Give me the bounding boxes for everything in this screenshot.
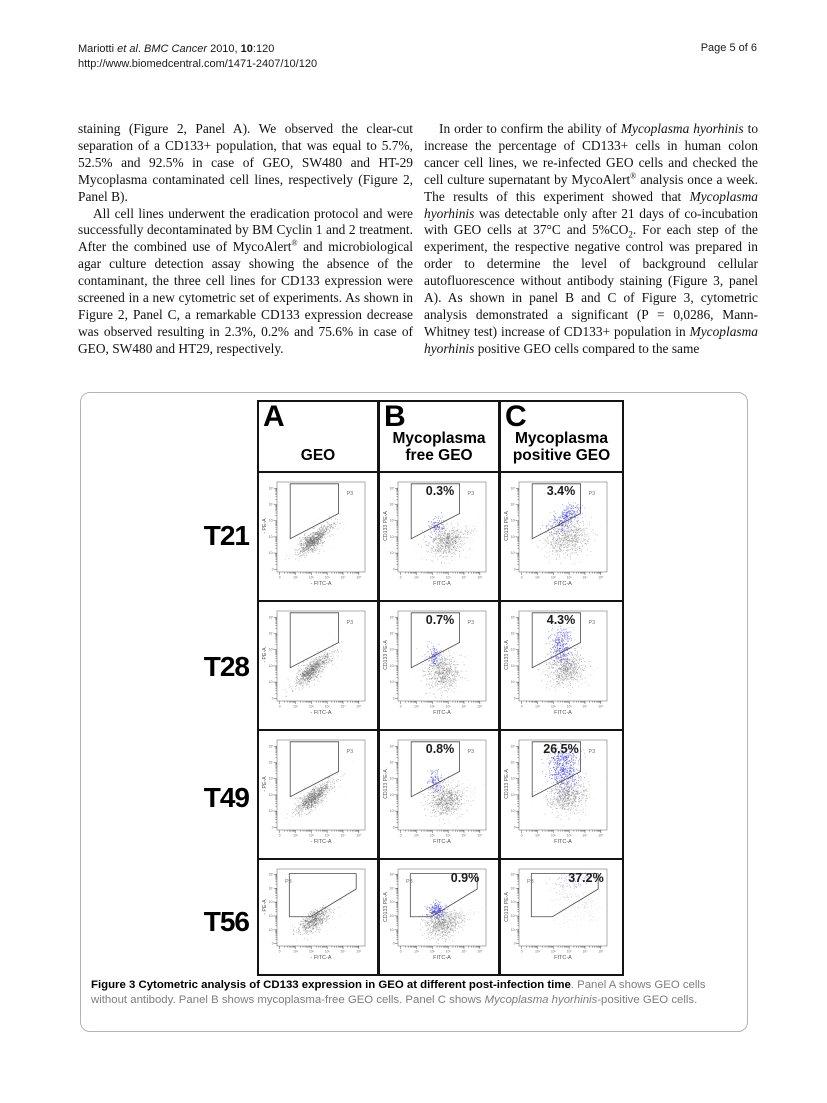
text-segment: was detectable only after 21 days of co-incubation with GEO cells at 37°C and 5%CO [424,205,758,238]
text-segment: Mariotti [78,43,118,55]
panel-letter: A [263,400,285,433]
text-column-right [424,121,758,358]
figure-row-T28 [259,602,622,731]
text-segment: Mycoplasma hyorhinis [620,121,744,136]
text-segment: 2010, [207,43,241,55]
y-axis-label: CD133 PE-A [383,511,389,541]
flow-plot-T56-A [259,860,380,976]
text-segment: ® [630,171,637,181]
column-header-C [501,402,622,471]
y-axis-label: CD133 PE-A [504,511,510,541]
x-axis-label: - FITC-A [310,710,332,716]
gate-label: P3 [467,749,475,755]
row-label-T28: T28 [203,650,249,682]
paragraph [78,121,413,206]
gate-percentage: 0.7% [425,613,455,627]
gate-label: P3 [346,749,354,755]
gate-percentage: 0.9% [450,871,480,885]
gate-label: P3 [588,620,596,626]
column-header-A [259,402,380,471]
text-segment: BMC Cancer [144,43,208,55]
column-title: Mycoplasma positive GEO [512,430,611,464]
gate-label: P3 [467,620,475,626]
flow-plot-T21-B [380,473,501,600]
text-segment: -positive GEO cells. [597,994,698,1006]
header-left [78,42,317,72]
x-axis-label: FITC-A [433,581,451,587]
flow-plot-T28-C [501,602,622,729]
citation [78,42,317,57]
gate-percentage: 26.5% [543,742,579,756]
page-number: Page 5 of 6 [700,42,757,54]
text-segment: All cell lines underwent the eradication protocol and were successfully decontaminated by BM Cyclin 1 and 2 treatment. After the combined use of MycoAlert [78,205,413,255]
gate-label: P3 [346,491,354,497]
gate-label: P3 [527,879,534,885]
paragraph [78,206,413,358]
figure-grid-header [259,402,622,473]
figure-caption [91,978,737,1008]
text-segment: Mycoplasma hyorhinis [424,323,758,356]
y-axis-label: CD133 PE-A [504,891,510,922]
x-axis-label: FITC-A [554,955,572,961]
text-segment: . For each step of the experiment, the respective negative control was prepared in order to determine the level of background cellular autofluorescence without antibody staining (Figure 3, panel A). As shown in panel B and C of Figure 3, cytometric analysis demonstrated a significant (P = 0,0286, Mann-Whitney test) increase of CD133+ population in [424,222,758,339]
x-axis-label: FITC-A [554,581,572,587]
text-segment: Mycoplasma hyorhinis [424,188,758,221]
y-axis-label: CD133 PE-A [504,640,510,670]
text-segment: . [137,43,145,55]
gate-percentage: 4.3% [546,613,576,627]
text-segment: . Panel A shows GEO cells without antibody. Panel B shows mycoplasma-free GEO cells. Panel C shows [91,979,706,1006]
row-label-T49: T49 [203,781,249,813]
gate-percentage: 3.4% [546,484,576,498]
row-label-T21: T21 [203,519,249,551]
text-segment: and microbiological agar culture detection assay showing the absence of the contaminant, the three cell lines for CD133 expression were screened in a new cytometric set of experiments. As shown in Figure 2, Panel C, a remarkable CD133 expression decrease was observed resulting in 2.3%, 0.2% and 75.6% in case of GEO, SW480 and HT29, respectively. [78,239,413,356]
flow-plot-T49-A [259,731,380,858]
text-segment: ® [291,238,298,248]
column-title: GEO [300,446,336,464]
y-axis-label: CD133 PE-A [383,891,389,922]
figure-row-T56 [259,860,622,976]
x-axis-label: - FITC-A [310,581,332,587]
flow-plot-T28-B [380,602,501,729]
y-axis-label: - PE-A [262,776,268,792]
text-segment: 2 [628,230,633,241]
flow-plot-T56-C [501,860,622,976]
x-axis-label: FITC-A [554,839,572,845]
flow-plot-T21-A [259,473,380,600]
x-axis-label: FITC-A [554,710,572,716]
text-segment: :120 [252,43,275,55]
panel-letter: B [384,400,406,433]
text-segment: positive GEO cells compared to the same [474,340,700,356]
text-column-left [78,121,413,358]
text-segment: In order to confirm the ability of [439,121,621,136]
figure-grid [257,400,624,976]
text-segment: et al [117,43,138,55]
paragraph [424,121,758,358]
flow-plot-T56-B [380,860,501,976]
flow-plot-T49-B [380,731,501,858]
row-label-T56: T56 [203,906,249,937]
gate-percentage: 0.8% [425,742,455,756]
y-axis-label: - PE-A [262,518,268,534]
flow-plot-T28-A [259,602,380,729]
article-url: http://www.biomedcentral.com/1471-2407/10/120 [78,58,318,70]
y-axis-label: CD133 PE-A [383,769,389,799]
text-segment: Figure 3 Cytometric analysis of CD133 expression in GEO at different post-infection time [91,979,571,991]
gate-percentage: 37.2% [568,871,604,885]
y-axis-label: CD133 PE-A [383,640,389,670]
flow-plot-T49-C [501,731,622,858]
gate-label: P3 [588,749,596,755]
text-segment: Mycoplasma hyorhinis [484,994,598,1006]
column-title: Mycoplasma free GEO [392,430,486,464]
text-segment: to increase the percentage of CD133+ cells in human colon cancer cell lines, we re-infected GEO cells and checked the cell culture supernatant by MycoAlert [424,121,759,187]
text-segment: analysis once a week. The results of this experiment showed that [424,171,759,204]
x-axis-label: - FITC-A [310,839,332,845]
x-axis-label: - FITC-A [310,955,332,961]
x-axis-label: FITC-A [433,710,451,716]
figure-3 [80,392,748,1032]
figure-row-T21 [259,473,622,602]
figure-row-T49 [259,731,622,860]
x-axis-label: FITC-A [433,955,451,961]
panel-letter: C [505,400,527,433]
text-segment: 10 [240,43,253,55]
gate-label: P3 [346,620,354,626]
y-axis-label: - PE-A [262,898,268,915]
gate-label: P3 [285,879,292,885]
gate-label: P3 [588,491,596,497]
column-header-B [380,402,501,471]
text-segment: staining (Figure 2, Panel A). We observed the clear-cut separation of a CD133+ population, that was equal to 5.7%, 52.5% and 92.5% in case of GEO, SW480 and HT-29 Mycoplasma contaminated cell lines, respectively (Figure 2, Panel B). [78,121,413,204]
flow-plot-T21-C [501,473,622,600]
x-axis-label: FITC-A [433,839,451,845]
gate-percentage: 0.3% [425,484,455,498]
gate-label: P3 [406,879,413,885]
y-axis-label: CD133 PE-A [504,769,510,799]
gate-label: P3 [467,491,475,497]
y-axis-label: - PE-A [262,647,268,663]
